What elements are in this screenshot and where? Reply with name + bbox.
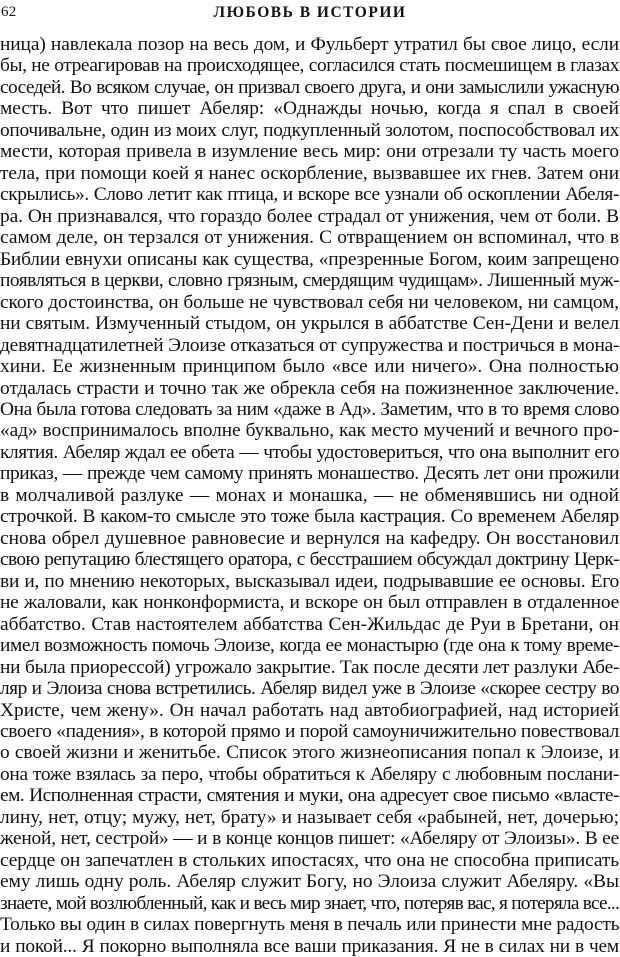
text-line: в молчаливой разлуке — монах и монашка, — не обменявшись ни одной: [0, 484, 619, 506]
text-line: Библии евнухи описаны как существа, «презренные Богом, коим запрещено: [0, 248, 619, 270]
running-head: [0, 2, 620, 26]
text-line: свою репутацию блестящего оратора, с бесстрашием обсуждал доктрину Церк-: [0, 549, 619, 571]
text-line: Только вы один в силах повергнуть меня в печаль или принести мне радость: [0, 914, 620, 936]
text-line: имел возможность помочь Элоизе, когда ее монастырю (где она к тому време-: [0, 635, 619, 657]
text-line: Христе, чем жену». Он начал работать над автобиографией, над историей: [0, 699, 619, 721]
text-line: Она была готова следовать за ним «даже в Ад». Заметим, что в то время слово: [0, 398, 619, 420]
text-line: приказ, — прежде чем самому принять монашество. Десять лет они прожили: [0, 463, 619, 485]
body-text: [0, 34, 619, 957]
text-line: девятнадцатилетней Элоизе отказаться от супружества и постричься в мона-: [0, 334, 620, 356]
text-line: ни святым. Измученный стыдом, он укрылся в аббатстве Сен-Дени и велел: [0, 313, 619, 335]
text-line: не жаловали, как нонконформиста, и вскоре он был отправлен в отдаленное: [0, 592, 619, 614]
text-line: она тоже взялась за перо, чтобы обратиться к Абеляру с любовным послани-: [0, 763, 619, 785]
text-line: ни была приорессой) угрожало закрытие. Так после десяти лет разлуки Абе-: [0, 656, 620, 678]
text-line: ему лишь одну роль. Абеляр служит Богу, но Элоиза служит Абеляру. «Вы: [0, 871, 619, 893]
text-line: соседей. Во всяком случае, он призвал своего друга, и они замыслили ужасную: [0, 76, 619, 98]
text-line: тела, при помощи коей я нанес оскорбление, вызвавшее их гнев. Затем они: [0, 162, 619, 184]
text-line: ем. Исполненная страсти, смятения и муки, она адресует свое письмо «власте-: [0, 785, 619, 807]
text-line: ви и, по мнению некоторых, высказывал идеи, подрывавшие ее основы. Его: [0, 570, 619, 592]
text-line: «ад» воспринималось вполне буквально, как место мучений и вечного про-: [0, 420, 619, 442]
text-line: клятия. Абеляр ждал ее обета — чтобы удостовериться, что она выполнит его: [0, 441, 619, 463]
text-line: мести, которая привела в изумление весь мир: они отрезали ту часть моего: [0, 141, 619, 163]
text-line: опочивальне, один из моих слуг, подкупленный золотом, поспособствовал их: [0, 119, 619, 141]
text-line: отдалась страсти и точно так же обрекла себя на пожизненное заключение.: [0, 377, 619, 399]
text-line: ляр и Элоиза снова встретились. Абеляр видел уже в Элоизе «скорее сестру во: [0, 678, 619, 700]
text-line: сердце он запечатлен в стольких ипостасях, что она не способна приписать: [0, 849, 619, 871]
text-line: ница) навлекала позор на весь дом, и Фульберт утратил бы свое лицо, если: [0, 34, 619, 55]
text-line: ра. Он признавался, что гораздо более страдал от унижения, чем от боли. В: [0, 205, 619, 227]
text-line: скрылись». Слово летит как птица, и вскоре все узнали об оскоплении Абеля-: [0, 184, 619, 206]
text-line: хини. Ее жизненным принципом было «все или ничего». Она полностью: [0, 356, 619, 378]
text-line: аббатство. Став настоятелем аббатства Сен-Жильдас де Руи в Бретани, он: [0, 613, 619, 635]
text-line: самом деле, он терзался от унижения. С отвращением он вспоминал, что в: [0, 227, 619, 249]
text-line: и покой... Я покорно выполняла все ваши приказания. Я не в силах ни в чем: [0, 935, 619, 957]
text-line: снова обрел душевное равновесие и вернулся на кафедру. Он восстановил: [0, 527, 619, 549]
text-line: строчкой. В каком-то смысле это тоже была кастрация. Со временем Абеляр: [0, 506, 619, 528]
text-line: появляться в церкви, словно грязным, смердящим чудищам». Лишенный муж-: [0, 270, 619, 292]
text-line: о своей жизни и женитьбе. Список этого жизнеописания попал к Элоизе, и: [0, 742, 619, 764]
text-line: своего «падения», в которой прямо и порой самоуничижительно повествовал: [0, 721, 619, 742]
text-line: лину, нет, отцу; мужу, нет, брату» и называет себя «рабыней, нет, дочерью;: [0, 806, 619, 828]
text-line: бы, не отреагировав на происходящее, согласился стать посмешищем в глазах: [0, 55, 619, 77]
text-line: месть. Вот что пишет Абеляр: «Однажды ночью, когда я спал в своей: [0, 98, 619, 120]
page-number: 62: [1, 4, 17, 20]
text-line: ского достоинства, он больше не чувствовал себя ни человеком, ни самцом,: [0, 291, 619, 313]
text-line: женой, нет, сестрой» — и в конце концов пишет: «Абеляру от Элоизы». В ее: [0, 828, 619, 850]
text-line: знаете, мой возлюбленный, как и весь мир знает, что, потеряв вас, я потеряла все...: [0, 892, 619, 914]
running-title: ЛЮБОВЬ В ИСТОРИИ: [213, 4, 407, 21]
